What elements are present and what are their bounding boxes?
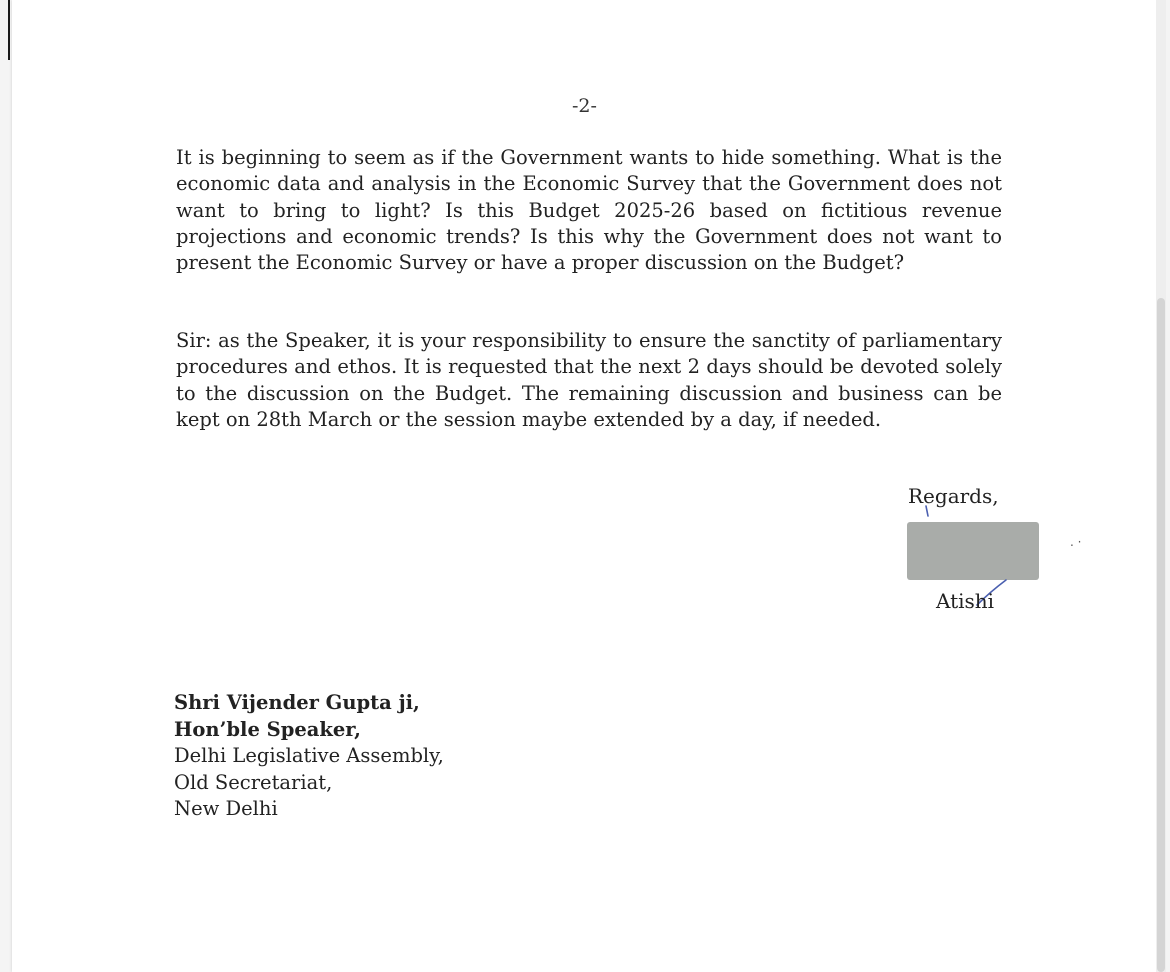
signer-name: Atishi bbox=[936, 589, 995, 613]
redacted-signature-box bbox=[907, 522, 1039, 580]
paragraph-2: Sir: as the Speaker, it is your responsibility to ensure the sanctity of parliamentary procedures and ethos. It is requested that the next 2 days should be devoted solely to the discussion on the Budget. The remaining discussion and business can be kept on 28th March or the session maybe extended by a day, if needed. bbox=[176, 329, 1002, 431]
addressee-block bbox=[174, 690, 444, 823]
window-edge bbox=[8, 0, 10, 60]
page-number: -2- bbox=[572, 95, 597, 117]
paragraph-1: It is beginning to seem as if the Government wants to hide something. What is the economic data and analysis in the Economic Survey that the Government does not want to bring to light? Is this Budget 2025-26 based on fictitious revenue projections and economic trends? Is this why the Government does not want to present the Economic Survey or have a proper discussion on the Budget? bbox=[176, 146, 1002, 275]
addressee-city: New Delhi bbox=[174, 797, 278, 820]
closing-regards: Regards, bbox=[908, 484, 999, 508]
scrollbar-thumb[interactable] bbox=[1157, 298, 1165, 972]
addressee-name: Shri Vijender Gupta ji, bbox=[174, 691, 420, 714]
addressee-organization: Delhi Legislative Assembly, bbox=[174, 744, 444, 767]
vertical-scrollbar[interactable] bbox=[1156, 0, 1166, 972]
document-page bbox=[12, 0, 1158, 972]
stray-mark: . · bbox=[1070, 535, 1082, 549]
addressee-building: Old Secretariat, bbox=[174, 770, 333, 794]
addressee-title: Hon’ble Speaker, bbox=[174, 717, 361, 741]
